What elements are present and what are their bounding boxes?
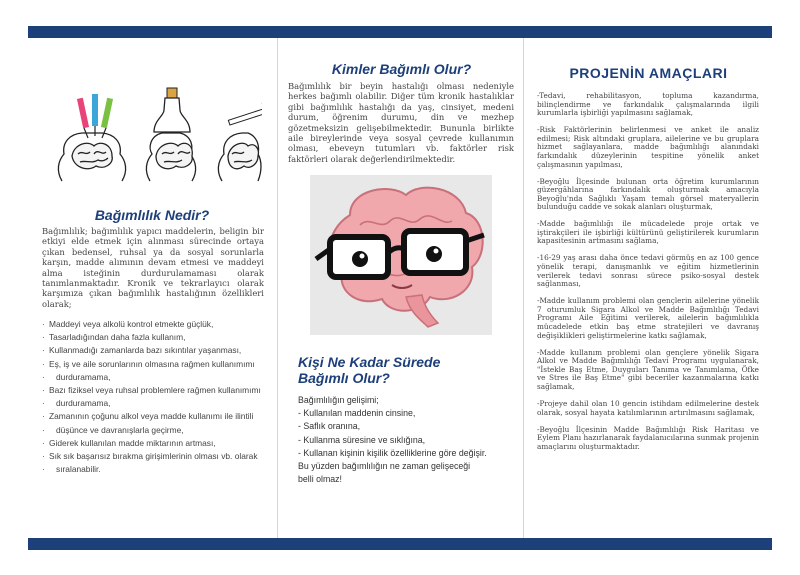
project-goals-list: [537, 92, 759, 460]
list-item: · Kullanmadığı zamanlarda bazı sıkıntılar yaşanması,: [42, 344, 272, 357]
list-item: -Beyoğlu İlçesinde bulunan orta öğretim kurumlarının güzergâhlarına farkındalık oluşturmak amacıyla Beyoğlu'nda Sağlıklı Yaşam temalı görsel materyallerin bulunduğu cadde ve sokak alanları oluşturmak,: [537, 176, 759, 212]
heading-line: Kişi Ne Kadar Sürede: [298, 354, 441, 370]
heading-what-is-addiction: Bağımlılık Nedir?: [94, 207, 210, 223]
list-item: -Madde kullanım problemi olan gençlerin ailelerine yönelik 7 oturumluk Sigara Alkol ve Madde Bağımlılığı Tedavi Programı Aile Eğitimi verilerek, ailelerin bağımlılıkla mücadelede etkin baş etme stratejileri ve davranış değişiklikleri geliştirmelerine katkı sağlamak,: [537, 296, 759, 340]
who-becomes-addicted-text: Bağımlılık bir beyin hastalığı olması nedeniyle herkes bağımlı olabilir. Diğer tüm kronik hastalıklar gibi bağımlılık hastalığı da yaş, cinsiyet, medeni durum, öğrenim durumu, din ve mezhep gözetmeksizin gelişebilmektedir. Bununla birlikte aile bireylerinde veya sosyal çevrede kullanımın olması, ebeveyn tutumları vb. faktörler risk faktörleri olarak değerlendirilmektedir.: [288, 81, 514, 164]
list-item: -Tedavi, rehabilitasyon, topluma kazandırma, bilinçlendirme ve farkındalık çalışmalarında ilgili kurumlarla işbirliği yapılmasını sağlamak,: [537, 91, 759, 118]
bottom-border-bar: [28, 538, 772, 550]
heading-project-goals: PROJENİN AMAÇLARI: [569, 65, 728, 81]
panel-what-is-addiction: [28, 38, 276, 538]
list-item: · durduramama,: [42, 371, 272, 384]
panel-project-goals: [525, 38, 772, 538]
heading-who-becomes-addicted: Kimler Bağımlı Olur?: [331, 61, 472, 77]
list-item: · sıralanabilir.: [42, 463, 272, 476]
list-item: belli olmaz!: [298, 474, 343, 485]
heading-line: Bağımlı Olur?: [298, 370, 390, 386]
list-item: - Kullanma süresine ve sıklığına,: [298, 434, 426, 445]
heading-how-long-to-addiction: [298, 354, 498, 386]
list-item: -Projeye dahil olan 10 gencin istihdam edilmelerine destek olarak, sosyal hayata katılımlarının artırılmasını sağlamak,: [537, 398, 759, 417]
list-item: · Bazı fiziksel veya ruhsal problemlere rağmen kullanımımı: [42, 384, 272, 397]
list-item: - Saflık oranına,: [298, 421, 361, 432]
list-item: · Zamanının çoğunu alkol veya madde kullanımı ile ilintili: [42, 410, 272, 423]
panel-who-becomes-addicted: [277, 38, 524, 538]
list-item: · durduramama,: [42, 397, 272, 410]
development-factors-list: [298, 394, 518, 486]
list-item: -Risk Faktörlerinin belirlenmesi ve anket ile analiz edilmesi; Risk altındaki gruplara, ailelerine ve bu gruplara hizmet sağlayanlara, madde bağımlılığı alanındaki farkındalık düzeylerinin tespitine yönelik anket çalışmasının yapılması,: [537, 125, 759, 169]
brain-icon: [310, 175, 492, 335]
list-item: · düşünce ve davranışlarla geçirme,: [42, 424, 272, 437]
list-item: · Giderek kullanılan madde miktarının artması,: [42, 437, 272, 450]
list-item: -Madde kullanım problemi olan gençlere yönelik Sigara Alkol ve Madde Bağımlılığı Tedavi Programı uygulanarak, "İstekle Baş Etme, Duyguları Tanıma ve Tanımlama, Öfke ve Stres ile Baş Etme" gibi beceriler kazanmalarına katkı sağlamak,: [537, 347, 759, 391]
addiction-heads-illustration: [42, 76, 262, 186]
list-item: -Madde bağımlılığı ile mücadelede proje ortak ve iştirakçileri ile işbirliği kültürünü geliştirilerek kurumların kapasitesinin artmasını sağlama,: [537, 219, 759, 246]
top-border-bar: [28, 26, 772, 38]
list-item: - Kullanan kişinin kişilik özelliklerine göre değişir.: [298, 447, 487, 458]
list-item: · Maddeyi veya alkolü kontrol etmekte güçlük,: [42, 318, 272, 331]
addiction-definition-text: Bağımlılık; bağımlılık yapıcı maddelerin, beligin bir etkiyi elde etmek için alınması sürecinde ortaya çıkan bedensel, ruhsal ya da sosyal sorunlarla karşın, madde alımının devam etmesi ve maddeyi alma isteğinin durdurulamaması olarak tanımlanmaktadır. Kronik ve tekrarlayıcı olarak karşımıza çıkan bağımlılık hastalığının özellikleri olarak;: [42, 226, 264, 309]
addiction-features-list: [42, 318, 272, 476]
list-item: -Beyoğlu İlçesinin Madde Bağımlılığı Risk Haritası ve Eylem Planı hazırlanarak faydalanıcılarına sunmak projenin amaçlarını oluşturmaktadır.: [537, 424, 759, 451]
list-item: · Tasarladığından daha fazla kullanım,: [42, 331, 272, 344]
list-item: - Kullanılan maddenin cinsine,: [298, 408, 416, 419]
list-item: -16-29 yaş arası daha önce tedavi görmüş en az 100 gence yönelik terapi, danışmanlık ve eğitim hizmetlerinin verilerek tedavi sonrası sürece psiko-sosyal destek sağlanması,: [537, 253, 759, 289]
list-item: Bağımlılığın gelişimi;: [298, 395, 379, 405]
list-item: Bu yüzden bağımlılığın ne zaman gelişeceği: [298, 461, 471, 472]
list-item: · Sık sık başarısız bırakma girişimlerinin olması vb. olarak: [42, 450, 272, 463]
brain-with-glasses-image: [310, 175, 492, 335]
list-item: · Eş, iş ve aile sorunlarının olmasına rağmen kullanımımı: [42, 358, 272, 371]
